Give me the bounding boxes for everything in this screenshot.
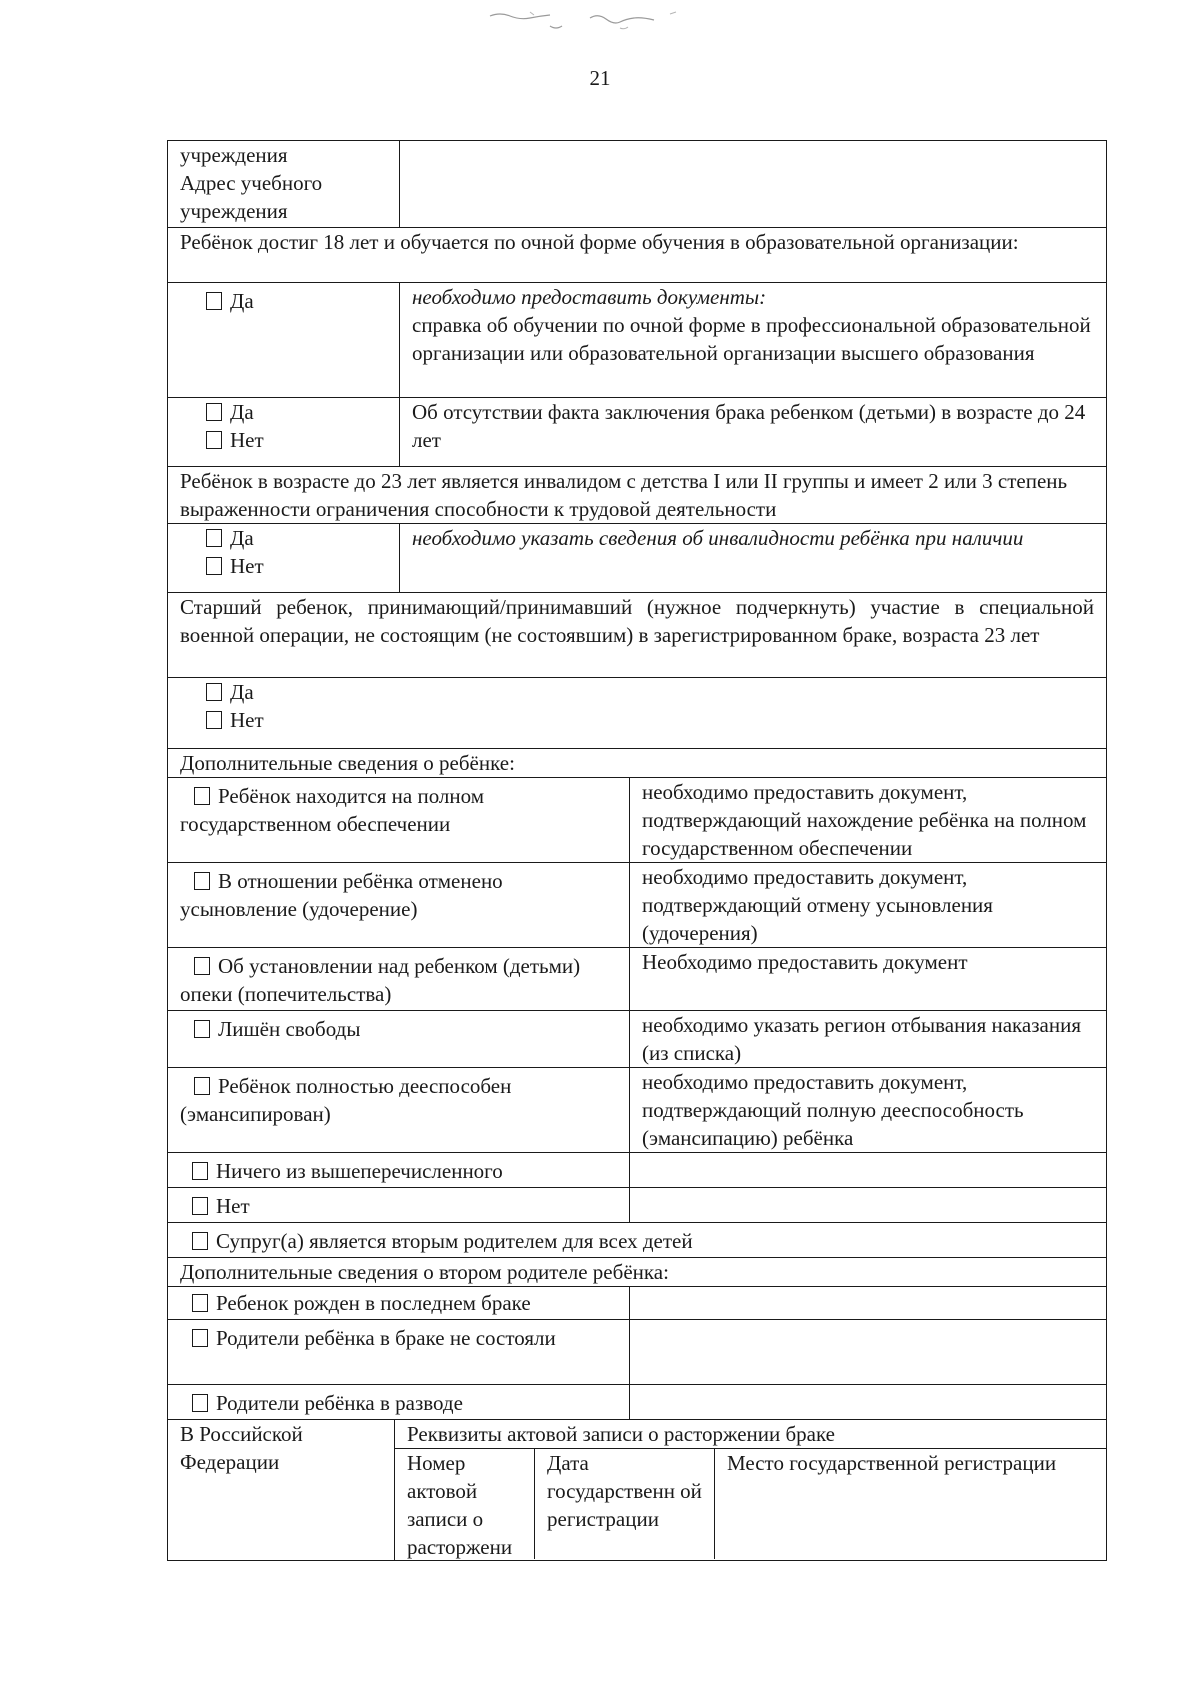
disability-row: Да Нет необходимо указать сведения об инвалидности ребёнка при наличии: [168, 523, 1106, 592]
extra-child-note-6: [630, 1188, 1106, 1222]
extra-child-row-0: Ребёнок находится на полном государственном обеспечении необходимо предоставить документ, подтверждающий нахождение ребёнка на полном государственном обеспечении: [168, 777, 1106, 862]
marriage24-note: Об отсутствии факта заключения брака ребенком (детьми) в возрасте до 24 лет: [412, 400, 1086, 452]
extra-parent-checkbox-0[interactable]: [192, 1294, 208, 1312]
extra-child-row-4: Ребёнок полностью дееспособен (эмансипирован) необходимо предоставить документ, подтверждающий полную дееспособность (эмансипацию) ребёнка: [168, 1067, 1106, 1152]
extra-parent-input-1[interactable]: [630, 1320, 1106, 1384]
extra-child-checkbox-3[interactable]: [194, 1020, 210, 1038]
divorce-record-row: [168, 1419, 1106, 1560]
divorce-record-header: Реквизиты актовой записи о расторжении браке: [395, 1420, 1106, 1449]
page-number: 21: [589, 66, 611, 90]
institution-address-label: учреждения Адрес учебного учреждения: [168, 141, 400, 227]
extra-child-checkbox-1[interactable]: [194, 872, 210, 890]
extra-child-row-2: Об установлении над ребенком (детьми) опеки (попечительства) Необходимо предоставить документ: [168, 947, 1106, 1010]
marriage24-no-checkbox[interactable]: [206, 431, 222, 449]
extra-parent-row-0: Ребенок рожден в последнем браке: [168, 1286, 1106, 1319]
disability-yes-checkbox[interactable]: [206, 529, 222, 547]
divorce-country-label: В Российской Федерации: [168, 1420, 395, 1560]
extra-child-checkbox-5[interactable]: [192, 1162, 208, 1180]
extra-child-heading: Дополнительные сведения о ребёнке:: [180, 751, 515, 775]
divorce-record-number-header: Номер актовой записи о расторжени: [395, 1449, 535, 1559]
extra-child-row-3: Лишён свободы необходимо указать регион отбывания наказания (из списка): [168, 1010, 1106, 1067]
extra-child-note-3: необходимо указать регион отбывания наказания (из списка): [642, 1013, 1082, 1065]
application-form-table: [167, 140, 1107, 1561]
age18-heading-row: [168, 227, 1106, 282]
extra-child-row-5: Ничего из вышеперечисленного: [168, 1152, 1106, 1187]
extra-child-row-6: Нет: [168, 1187, 1106, 1222]
marriage24-yes-checkbox[interactable]: [206, 403, 222, 421]
svo-heading-row: [168, 592, 1106, 677]
svo-row: Да Нет: [168, 677, 1106, 748]
svo-yes-checkbox[interactable]: [206, 683, 222, 701]
disability-no-checkbox[interactable]: [206, 557, 222, 575]
age18-yes-row: Да необходимо предоставить документы: справка об обучении по очной форме в профессиональной образовательной организации или образовательной организации высшего образования: [168, 282, 1106, 397]
disability-heading-row: [168, 466, 1106, 523]
spouse-row: [168, 1222, 1106, 1257]
scan-smudge: [470, 6, 740, 36]
extra-child-note-4: необходимо предоставить документ, подтверждающий полную дееспособность (эмансипацию) ребёнка: [642, 1070, 1024, 1150]
extra-child-row-1: В отношении ребёнка отменено усыновление (удочерение) необходимо предоставить документ, подтверждающий отмену усыновления (удочерения): [168, 862, 1106, 947]
extra-parent-row-1: Родители ребёнка в браке не состояли: [168, 1319, 1106, 1384]
extra-parent-row-2: Родители ребёнка в разводе: [168, 1384, 1106, 1419]
institution-address-row: [168, 141, 1106, 227]
extra-child-note-1: необходимо предоставить документ, подтверждающий отмену усыновления (удочерения): [642, 865, 993, 945]
institution-address-input[interactable]: [400, 141, 1106, 227]
extra-child-checkbox-2[interactable]: [194, 957, 210, 975]
extra-child-checkbox-0[interactable]: [194, 787, 210, 805]
extra-child-note-0: необходимо предоставить документ, подтверждающий нахождение ребёнка на полном государственном обеспечении: [642, 780, 1087, 860]
spouse-label: Супруг(а) является вторым родителем для всех детей: [216, 1229, 693, 1253]
extra-child-note-2: Необходимо предоставить документ: [642, 950, 968, 974]
extra-parent-checkbox-1[interactable]: [192, 1329, 208, 1347]
extra-parent-checkbox-2[interactable]: [192, 1394, 208, 1412]
extra-child-heading-row: [168, 748, 1106, 777]
divorce-record-date-header: Дата государственн ой регистрации: [535, 1449, 715, 1559]
extra-parent-input-0[interactable]: [630, 1287, 1106, 1319]
disability-note: необходимо указать сведения об инвалидности ребёнка при наличии: [412, 526, 1024, 550]
extra-child-checkbox-6[interactable]: [192, 1197, 208, 1215]
divorce-record-place-header: Место государственной регистрации: [727, 1451, 1057, 1475]
age18-yes-checkbox[interactable]: [206, 292, 222, 310]
disability-heading: Ребёнок в возрасте до 23 лет является инвалидом с детства I или II группы и имеет 2 или 3 степень выраженности ограничения способности к трудовой деятельности: [180, 469, 1068, 521]
age18-heading: Ребёнок достиг 18 лет и обучается по очной форме обучения в образовательной организации:: [180, 230, 1019, 254]
extra-child-checkbox-4[interactable]: [194, 1077, 210, 1095]
svo-no-checkbox[interactable]: [206, 711, 222, 729]
extra-child-note-5: [630, 1153, 1106, 1187]
age18-yes-note: необходимо предоставить документы: справка об обучении по очной форме в профессиональной образовательной организации или образовательной организации высшего образования: [412, 285, 1091, 365]
spouse-checkbox[interactable]: [192, 1232, 208, 1250]
extra-parent-heading: Дополнительные сведения о втором родителе ребёнка:: [180, 1260, 669, 1284]
svo-heading: Старший ребенок, принимающий/принимавший (нужное подчеркнуть) участие в специальной военной операции, не состоящим (не состоявшим) в зарегистрированном браке, возраста 23 лет: [180, 595, 1094, 647]
extra-parent-heading-row: [168, 1257, 1106, 1286]
marriage24-row: Да Нет Об отсутствии факта заключения брака ребенком (детьми) в возрасте до 24 лет: [168, 397, 1106, 466]
extra-parent-input-2[interactable]: [630, 1385, 1106, 1419]
